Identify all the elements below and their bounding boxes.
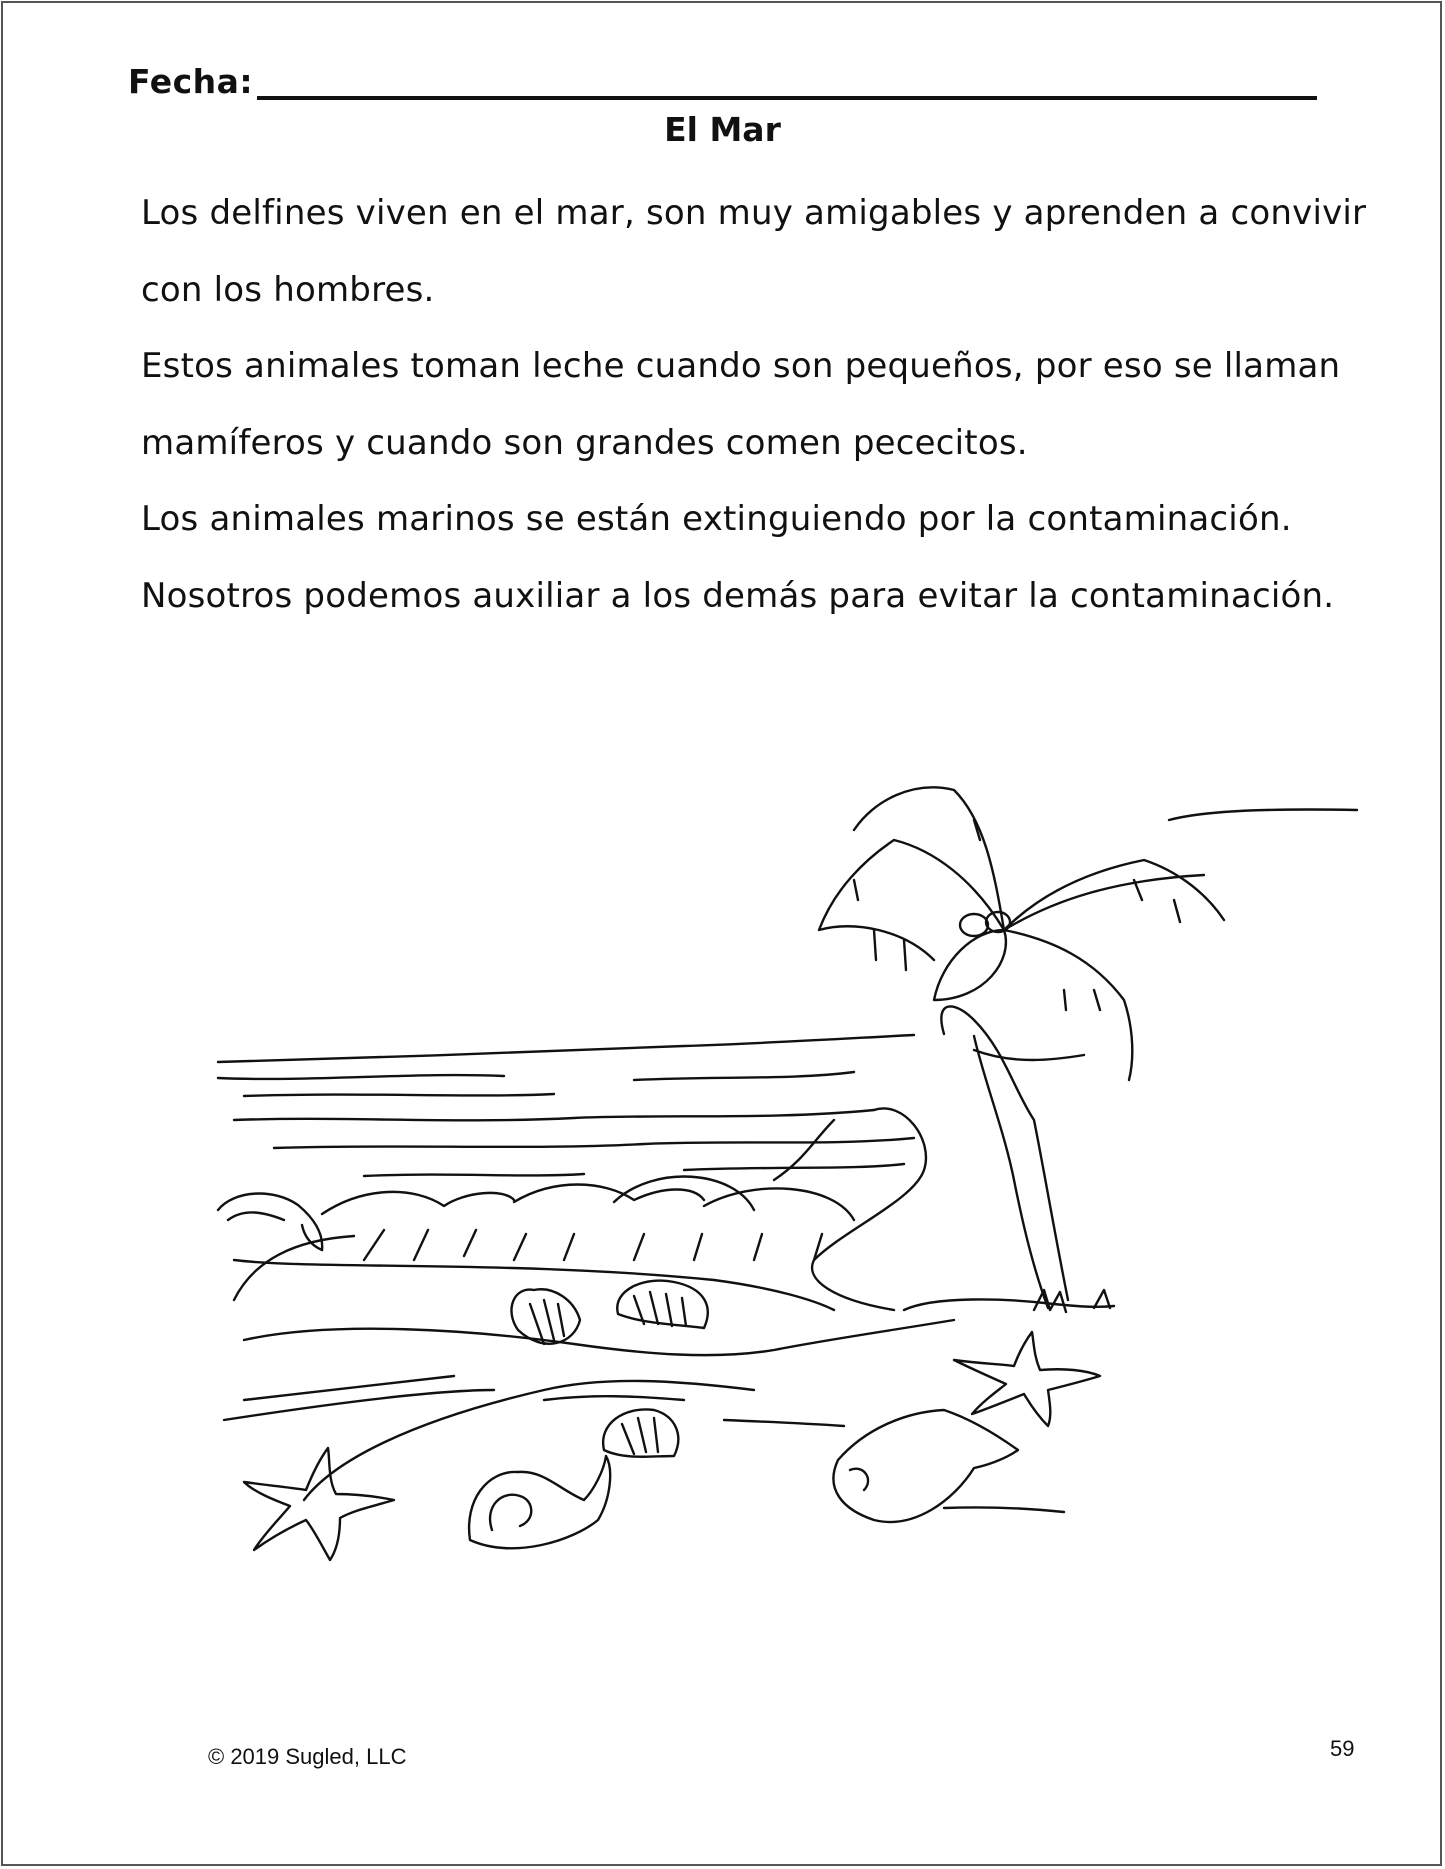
- reading-line: mamíferos y cuando son grandes comen pececitos.: [141, 422, 1028, 463]
- island-outline: [974, 809, 1357, 1060]
- reading-passage: [141, 175, 1371, 634]
- sea-shells: [469, 1281, 1018, 1549]
- date-field[interactable]: [128, 58, 1318, 108]
- reading-line: Los animales marinos se están extinguiendo por la contaminación.: [141, 499, 1292, 539]
- palm-tree: [819, 787, 1224, 1312]
- starfish: [244, 1332, 1100, 1560]
- reading-line: Nosotros podemos auxiliar a los demás para evitar la contaminación.: [141, 575, 1335, 616]
- beach-coloring-illustration: [214, 700, 1359, 1660]
- copyright-notice: © 2019 Sugled, LLC: [208, 1744, 407, 1769]
- reading-line: con los hombres.: [141, 269, 435, 310]
- reading-line: Los delfines viven en el mar, son muy amigables y aprenden a convivir: [141, 193, 1367, 233]
- reading-line: Estos animales toman leche cuando son pequeños, por eso se llaman: [141, 346, 1341, 386]
- sand-lines: [724, 1420, 1064, 1512]
- sea-waves: [218, 1035, 914, 1176]
- date-write-line[interactable]: [257, 96, 1317, 100]
- page-number: 59: [1330, 1736, 1355, 1761]
- worksheet-title: El Mar: [664, 110, 781, 149]
- date-label: Fecha:: [128, 62, 254, 101]
